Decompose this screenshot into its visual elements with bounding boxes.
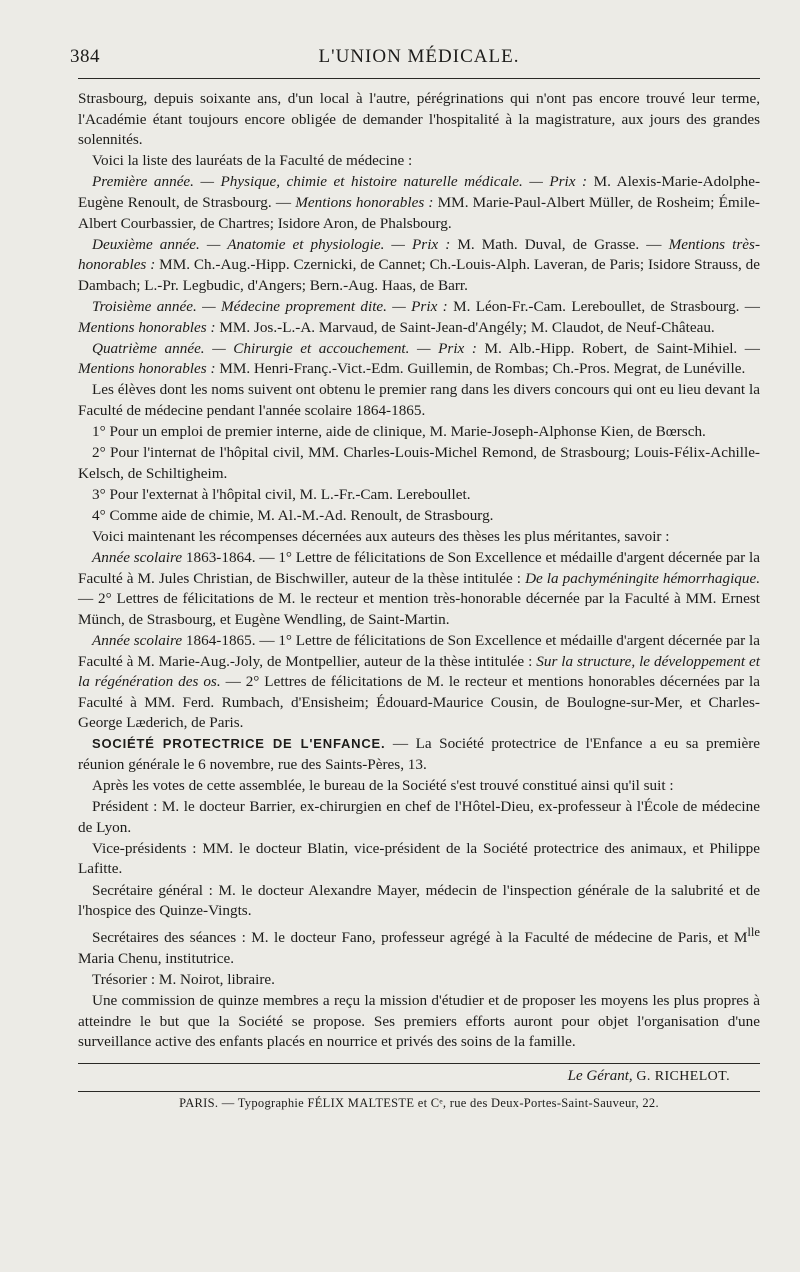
text-run: Voici maintenant les récompenses décernées aux auteurs des thèses les plus méritantes, savoir : — [92, 527, 670, 545]
text-run: M. Alexis-Marie-Adolphe-Eugène Renoult, de Strasbourg. — — [78, 173, 761, 211]
printer-rule — [78, 1091, 760, 1092]
text-run: Secrétaire général : M. le docteur Alexandre Mayer, médecin de l'inspection générale de la salubrité et de l'hospice des Quinze-Vingts. — [78, 881, 760, 920]
text-run: 3° Pour l'externat à l'hôpital civil, M. L.-Fr.-Cam. Lereboullet. — [92, 485, 471, 503]
text-run: MM. Ch.-Aug.-Hipp. Czernicki, de Cannet; Ch.-Louis-Alph. Laveran, de Paris; Isidore Strauss, de Dambach; L.-Pr. Legbudic, d'Angers; Bern.-Aug. Haas, de Barr. — [78, 256, 760, 294]
signature-name: G. RICHELOT. — [636, 1068, 730, 1084]
text-run: Voici la liste des lauréats de la Faculté de médecine : — [92, 152, 413, 170]
text-run: 1864-1865. — 1° Lettre de félicitations de Son Excellence et médaille d'argent décernée par la Faculté à M. Marie-Aug.-Joly, de Montpellier, auteur de la thèse intitulée : — [78, 631, 760, 670]
text-run: Strasbourg, depuis soixante ans, d'un local à l'autre, pérégrinations qui n'ont pas encore trouvé leur terme, l'Académie étant toujours encore obligée de demander l'hospitalité à la magistrature, aux jours des grandes solennités. — [78, 90, 760, 149]
paragraph — [78, 485, 760, 506]
page-header — [70, 38, 760, 79]
paragraph — [78, 922, 760, 969]
text-run: Président : M. le docteur Barrier, ex-chirurgien en chef de l'Hôtel-Dieu, ex-professeur à l'École de médecine de Lyon. — [78, 798, 760, 836]
text-run: M. Léon-Fr.-Cam. Lereboullet, de Strasbourg. — — [447, 297, 760, 315]
paragraph — [78, 297, 760, 338]
text-run: MM. Henri-Franç.-Vict.-Edm. Guillemin, de Rombas; Ch.-Pros. Megrat, de Lunéville. — [215, 360, 746, 378]
end-rule — [78, 1063, 760, 1064]
article-body — [78, 89, 760, 1053]
text-run: 2° Pour l'internat de l'hôpital civil, MM. Charles-Louis-Michel Remond, de Strasbourg; Louis-Félix-Achille-Kelsch, de Schiltigheim. — [78, 444, 760, 482]
paragraph — [78, 970, 760, 991]
page-number: 384 — [70, 46, 100, 67]
text-run: Trésorier : M. Noirot, libraire. — [92, 971, 275, 988]
text-run: Une commission de quinze membres a reçu la mission d'étudier et de proposer les moyens les plus propres à atteindre le but que la Société se propose. Ses premiers efforts auront pour objet l'organisation d'une surveillance active des enfants placés en nourrice et privés des soins de la famille. — [78, 992, 760, 1051]
paragraph — [78, 734, 760, 775]
running-head: L'UNION MÉDICALE. — [318, 46, 520, 67]
text-run: Vice-présidents : MM. le docteur Blatin, vice-président de la Société protectrice des animaux, et Philippe Lafitte. — [78, 839, 760, 878]
paragraph — [78, 631, 760, 734]
paragraph — [78, 339, 760, 380]
text-run: — 2° Lettres de félicitations de M. le recteur et mention très-honorable décernée par la Faculté à MM. Ernest Münch, de Strasbourg, et Eugène Wendling, de Saint-Martin. — [78, 590, 760, 628]
paragraph — [78, 776, 760, 797]
text-run: — La Société protectrice de l'Enfance a eu sa première réunion générale le 6 novembre, rue des Saints-Pères, 13. — [78, 735, 761, 773]
italic-run: De la pachyméningite hémorrhagique. — [525, 569, 761, 587]
paragraph — [78, 151, 760, 172]
text-run: MM. Marie-Paul-Albert Müller, de Rosheim; Émile-Albert Courbassier, de Chartres; Isidore Aron, de Phalsbourg. — [78, 193, 760, 232]
paragraph — [78, 527, 760, 548]
text-run: lle — [747, 925, 760, 940]
italic-run: Mentions honorables : — [78, 360, 216, 378]
paragraph — [78, 839, 760, 880]
italic-run: Année scolaire — [92, 549, 183, 567]
paragraph — [78, 548, 760, 630]
italic-run: Année scolaire — [92, 631, 183, 649]
italic-run: Mentions honorables : — [78, 318, 216, 336]
italic-run: Quatrième année. — Chirurgie et accouchement. — Prix : — [92, 339, 477, 357]
paragraph — [78, 422, 760, 443]
paragraph — [78, 380, 760, 421]
text-run: 1863-1864. — 1° Lettre de félicitations de Son Excellence et médaille d'argent décernée par la Faculté à M. Jules Christian, de Bischwiller, auteur de la thèse intitulée : — [78, 549, 760, 587]
italic-run: Troisième année. — Médecine proprement dite. — Prix : — [92, 297, 448, 315]
italic-run: Première année. — Physique, chimie et histoire naturelle médicale. — Prix : — [92, 173, 588, 191]
italic-run: Sur la structure, le développement et la régénération des os. — [78, 652, 760, 691]
section-heading: SOCIÉTÉ PROTECTRICE DE L'ENFANCE. — [92, 736, 386, 752]
text-run: 1° Pour un emploi de premier interne, aide de clinique, M. Marie-Joseph-Alphonse Kien, de Bœrsch. — [92, 423, 706, 440]
paragraph — [78, 881, 760, 922]
paragraph — [78, 991, 760, 1053]
signature — [78, 1068, 760, 1085]
text-run: — 2° Lettres de félicitations de M. le recteur et mentions honorables décernées par la Faculté à MM. Ferd. Rumbach, d'Ensisheim; Édouard-Maurice Cousin, de Boulogne-sur-Mer, et Charles-George Læderich, de Paris. — [78, 673, 761, 732]
italic-run: Deuxième année. — Anatomie et physiologie. — Prix : — [92, 235, 451, 253]
text-run: Maria Chenu, institutrice. — [78, 949, 235, 967]
paragraph — [78, 443, 760, 484]
paragraph — [78, 235, 760, 297]
paragraph — [78, 506, 760, 527]
printer-imprint: PARIS. — Typographie FÉLIX MALTESTE et Cᵉ, rue des Deux-Portes-Saint-Sauveur, 22. — [179, 1095, 659, 1110]
text-run: 4° Comme aide de chimie, M. Al.-M.-Ad. Renoult, de Strasbourg. — [92, 506, 494, 524]
paragraph — [78, 172, 760, 234]
text-run: Après les votes de cette assemblée, le bureau de la Société s'est trouvé constitué ainsi qu'il suit : — [92, 777, 674, 795]
text-run: Les élèves dont les noms suivent ont obtenu le premier rang dans les divers concours qui ont eu lieu devant la Faculté de médecine pendant l'année scolaire 1864-1865. — [78, 381, 760, 419]
text-run: Secrétaires des séances : M. le docteur Fano, professeur agrégé à la Faculté de médecine de Paris, et M — [92, 929, 748, 947]
text-run: M. Alb.-Hipp. Robert, de Saint-Mihiel. — — [476, 339, 760, 357]
signature-label: Le Gérant, — [567, 1067, 633, 1084]
paragraph — [78, 89, 760, 151]
italic-run: Mentions très-honorables : — [78, 235, 760, 274]
italic-run: Mentions honorables : — [295, 193, 434, 211]
text-run: M. Math. Duval, de Grasse. — — [450, 235, 669, 253]
text-run: MM. Jos.-L.-A. Marvaud, de Saint-Jean-d'Angély; M. Claudot, de Neuf-Château. — [215, 318, 715, 336]
paragraph — [78, 797, 760, 838]
